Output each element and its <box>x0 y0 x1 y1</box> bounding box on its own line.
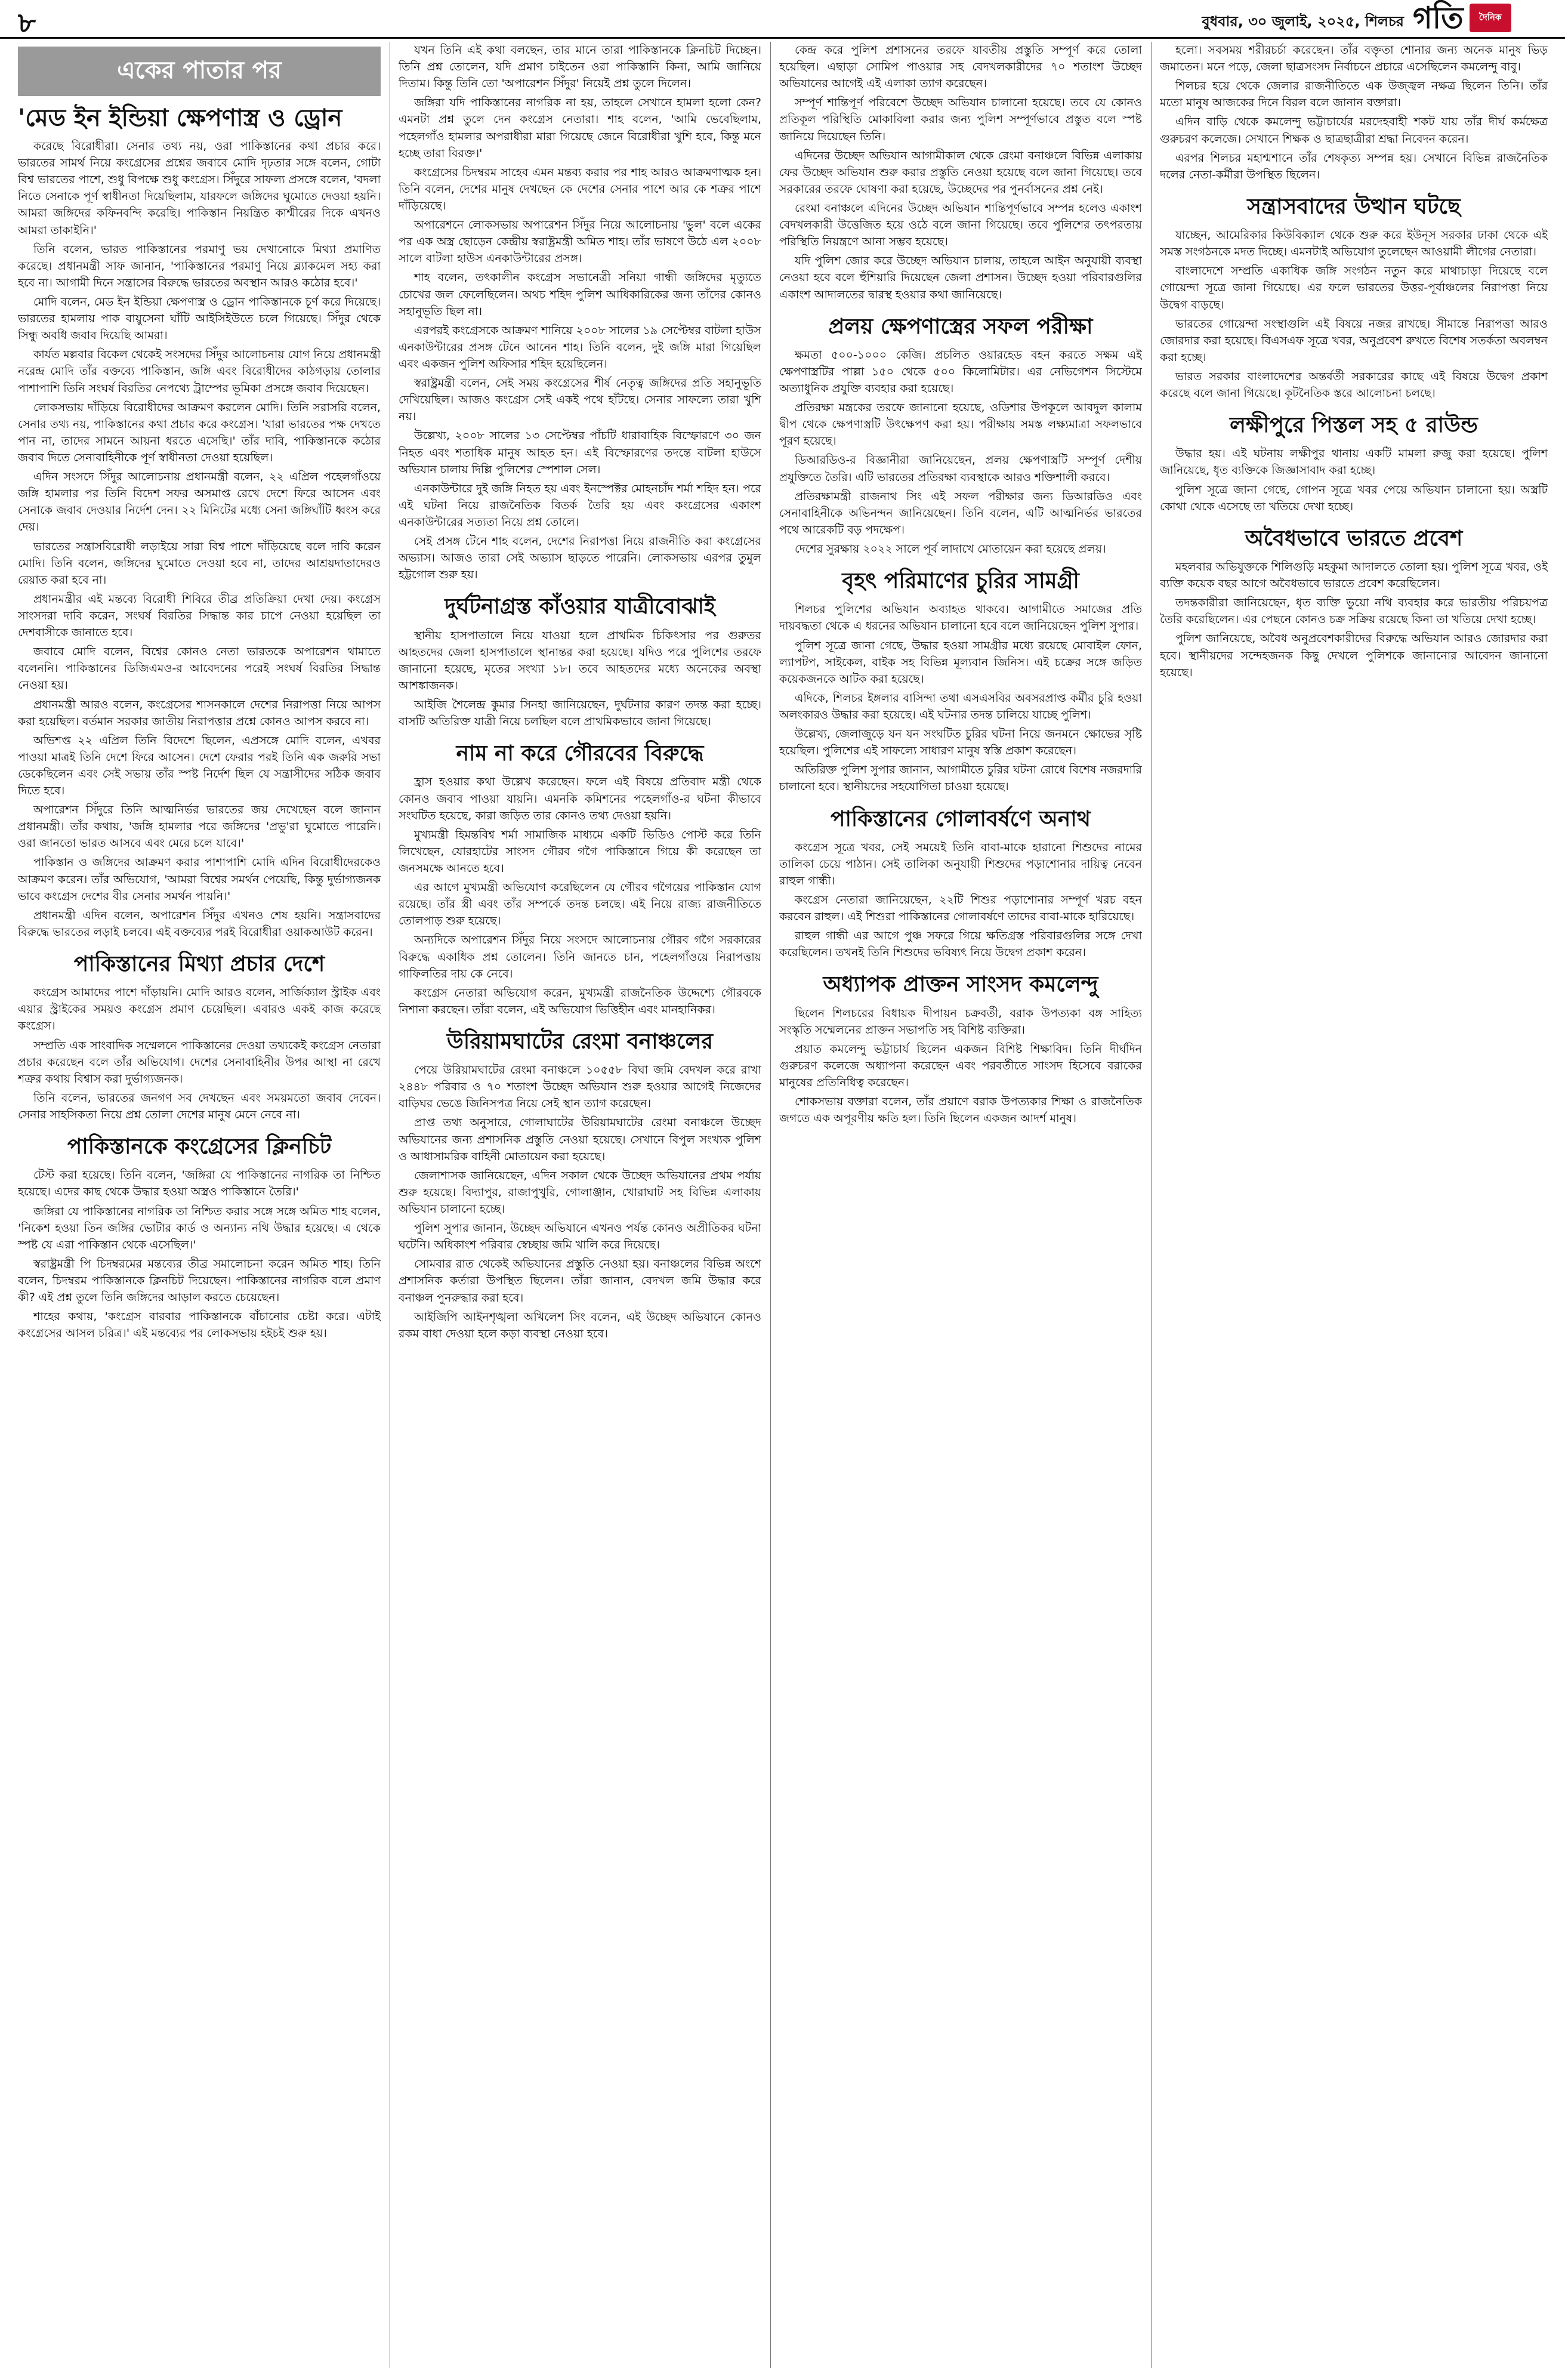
paragraph: কেন্দ্র করে পুলিশ প্রশাসনের তরফে যাবতীয় প্রস্তুতি সম্পূর্ণ করে তোলা হয়েছিল। এছাড়া সোমিপ পাওয়ার সহ বেদখলকারীদের ৭০ শতাংশ উচ্ছেদ অভিযানের আগেই এই এলাকা ত্যাগ করেছেন। <box>779 44 1142 91</box>
headline: বৃহৎ পরিমাণের চুরির সামগ্রী <box>842 568 1079 594</box>
paragraph: সম্প্রতি এক সাংবাদিক সম্মেলনে পাকিস্তানের দেওয়া তথ্যকেই কংগ্রেস নেতারা প্রচার করেছেন বলে তাঁর অভিযোগ। দেশের সেনাবাহিনীর উপর আস্থা না রেখে শত্রুর কথায় বিশ্বাস করা দুর্ভাগ্যজনক। <box>18 1038 381 1086</box>
paragraph: প্রধানমন্ত্রী আরও বলেন, কংগ্রেসের শাসনকালে দেশের নিরাপত্তা নিয়ে আপস করা হয়েছিল। বর্তমান সরকার জাতীয় নিরাপত্তার প্রশ্নে কোনও আপস করবে না। <box>18 698 381 728</box>
paragraph: আইজিপি আইনশৃঙ্খলা অখিলেশ সিং বলেন, এই উচ্ছেদ অভিযানে কোনও রকম বাধা দেওয়া হলে কড়া ব্যবস্থা নেওয়া হবে। <box>399 1310 761 1340</box>
paragraph: অন্যদিকে অপারেশন সিঁদুর নিয়ে সংসদে আলোচনায় গৌরব গগৈ সরকারের বিরুদ্ধে একাধিক প্রশ্ন তোলেন। তিনি জানতে চান, পহেলগাঁওয়ে নিরাপত্তায় গাফিলতির দায় কে নেবে। <box>399 933 761 981</box>
paragraph: মোদি বলেন, মেড ইন ইন্ডিয়া ক্ষেপণাস্ত্র ও ড্রোন পাকিস্তানকে চূর্ণ করে দিয়েছে। ভারতের হামলায় পাক বায়ুসেনা ঘাঁটি আইসিইউতে চলে গিয়েছে। সিঁদুর থেকে সিন্ধু অবধি জবাব দিয়েছি আমরা। <box>18 295 381 343</box>
column-divider <box>1151 42 1152 2368</box>
column-4 <box>1160 42 1548 2368</box>
article-body <box>1160 227 1548 402</box>
paragraph: প্রধানমন্ত্রীর এই মন্তব্যে বিরোধী শিবিরে তীব্র প্রতিক্রিয়া দেখা দেয়। কংগ্রেস সাংসদরা দাবি করেন, সংঘর্ষ বিরতির সিদ্ধান্ত কার চাপে নেওয়া হয়েছিল তা দেশবাসীকে জানাতে হবে। <box>18 592 381 640</box>
paragraph: ক্ষমতা ৫০০-১০০০ কেজি। প্রচলিত ওয়ারহেড বহন করতে সক্ষম এই ক্ষেপণাস্ত্রটির পাল্লা ১৫০ থেকে ৫০০ কিলোমিটার। এর নেভিগেশন সিস্টেমে অত্যাধুনিক প্রযুক্তি ব্যবহার করা হয়েছে। <box>779 348 1142 396</box>
paragraph: প্রতিরক্ষামন্ত্রী রাজনাথ সিং এই সফল পরীক্ষার জন্য ডিআরডিও এবং সেনাবাহিনীকে অভিনন্দন জানিয়েছেন। তিনি বলেন, এটি আত্মনির্ভর ভারতের পথে আরেকটি বড় পদক্ষেপ। <box>779 489 1142 537</box>
article-body <box>779 42 1142 303</box>
headline: পাকিস্তানের গোলাবর্ষণে অনাথ <box>831 806 1091 831</box>
paragraph: টেস্ট করা হয়েছে। তিনি বলেন, 'জঙ্গিরা যে পাকিস্তানের নাগরিক তা নিশ্চিত হয়েছে। এদের কাছ থেকে উদ্ধার হওয়া অস্ত্রও পাকিস্তানে তৈরি।' <box>18 1169 381 1199</box>
article-body <box>779 601 1142 795</box>
paragraph: এদিনের উচ্ছেদ অভিযান আগামীকাল থেকে রেংমা বনাঞ্চলে বিভিন্ন এলাকায় ফের উচ্ছেদ অভিযান শুরু করার প্রস্তুতি নেওয়া হয়েছে বলে জানা গিয়েছে। তবে সরকারের তরফে ঘোষণা করা হয়েছে, উচ্ছেদের পর পুনর্বাসনের প্রশ্ন নেই। <box>779 149 1142 196</box>
article-body <box>1160 445 1548 514</box>
paragraph: মুখ্যমন্ত্রী হিমন্তবিশ্ব শর্মা সামাজিক মাধ্যমে একটি ভিডিও পোস্ট করে তিনি লিখেছেন, যোরহাটের সাংসদ গৌরব গগৈ পাকিস্তানে গিয়ে কী করেছেন তা জনসমক্ষে আনতে হবে। <box>399 828 761 875</box>
paragraph: তিনি বলেন, ভারত পাকিস্তানের পরমাণু ভয় দেখানোকে মিথ্যা প্রমাণিত করেছে। প্রধানমন্ত্রী সাফ জানান, 'পাকিস্তানের পরমাণু নিয়ে ব্ল্যাকমেল সহ্য করা হবে না। আগামী দিনে সন্ত্রাসের বিরুদ্ধে ভারতের অবস্থান আরও কঠোর হবে।' <box>18 242 381 289</box>
paragraph: অপারেশনে লোকসভায় অপারেশন সিঁদুর নিয়ে আলোচনায় 'ভুল' বলে একের পর এক অস্ত্র ছোড়েন কেন্দ্রীয় স্বরাষ্ট্রমন্ত্রী অমিত শাহ। তাঁর ভাষণে উঠে এল ২০০৮ সালে বাটলা হাউস এনকাউন্টারের প্রসঙ্গ। <box>399 218 761 266</box>
paragraph: কংগ্রেস নেতারা অভিযোগ করেন, মুখ্যমন্ত্রী রাজনৈতিক উদ্দেশ্যে গৌরবকে নিশানা করছেন। তাঁরা বলেন, এই অভিযোগ ভিত্তিহীন এবং মানহানিকর। <box>399 986 761 1016</box>
paragraph: যদি পুলিশ জোর করে উচ্ছেদ অভিযান চালায়, তাহলে আইন অনুযায়ী ব্যবস্থা নেওয়া হবে বলে হুঁশিয়ারি দিয়েছেন জেলা প্রশাসন। উচ্ছেদ হওয়া পরিবারগুলির একাংশ আদালতের দ্বারস্থ হওয়ার কথা জানিয়েছে। <box>779 254 1142 301</box>
article-body <box>399 1062 761 1342</box>
paragraph: কংগ্রেস সূত্রে খবর, সেই সময়েই তিনি বাবা-মাকে হারানো শিশুদের নামের তালিকা চেয়ে পাঠান। সেই তালিকা অনুযায়ী শিশুদের পড়াশোনার দায়িত্ব নেবেন রাহুল গান্ধী। <box>779 840 1142 887</box>
paragraph: হ্রাস হওয়ার কথা উল্লেখ করেছেন। ফলে এই বিষয়ে প্রতিবাদ মন্ত্রী থেকে কোনও জবাব পাওয়া যায়নি। এমনকি কমিশনের পহেলগাঁও-র ঘটনা কীভাবে সংঘটিত হয়েছে, কারা জড়িত তার কোনও তথ্য দেওয়া হয়নি। <box>399 775 761 822</box>
paragraph: লোকসভায় দাঁড়িয়ে বিরোধীদের আক্রমণ করলেন মোদি। তিনি সরাসরি বলেন, সেনার তথ্য নয়, পাকিস্তানের কথা প্রচার করে কংগ্রেস। 'যারা ভারতের পক্ষ দেখতে পান না, তাদের সামনে আয়না ধরতে এসেছি।' তাঁর দাবি, পাকিস্তানকে কঠোর জবাব দিতে সেনাবাহিনীকে পূর্ণ স্বাধীনতা দেওয়া হয়েছিল। <box>18 400 381 464</box>
paragraph: বাংলাদেশে সম্প্রতি একাধিক জঙ্গি সংগঠন নতুন করে মাথাচাড়া দিয়েছে বলে গোয়েন্দা সূত্রে জানা গিয়েছে। এর ফলে ভারতের উত্তর-পূর্বাঞ্চলের নিরাপত্তা নিয়ে উদ্বেগ বাড়ছে। <box>1160 264 1548 312</box>
headline: 'মেড ইন ইন্ডিয়া ক্ষেপণাস্ত্র ও ড্রোন <box>18 104 342 132</box>
paragraph: প্রধানমন্ত্রী এদিন বলেন, অপারেশন সিঁদুর এখনও শেষ হয়নি। সন্ত্রাসবাদের বিরুদ্ধে ভারতের লড়াই চলবে। এই বক্তব্যের পরই বিরোধীরা ওয়াকআউট করেন। <box>18 908 381 939</box>
article-body <box>399 773 761 1018</box>
paragraph: এর আগে মুখ্যমন্ত্রী অভিযোগ করেছিলেন যে গৌরব গগৈয়ের পাকিস্তান যোগ রয়েছে। তাঁর স্ত্রী এবং তাঁর সম্পর্কে তদন্ত চলছে। এই নিয়ে রাজ্য রাজনীতিতে তোলপাড় শুরু হয়েছে। <box>399 881 761 928</box>
headline: অধ্যাপক প্রাক্তন সাংসদ কমলেন্দু <box>823 972 1098 997</box>
headline: নাম না করে গৌরবের বিরুদ্ধে <box>456 741 704 766</box>
paragraph: কংগ্রেস নেতারা জানিয়েছেন, ২২টি শিশুর পড়াশোনার সম্পূর্ণ খরচ বহন করবেন রাহুল। এই শিশুরা পাকিস্তানের গোলাবর্ষণে তাদের বাবা-মাকে হারিয়েছে। <box>779 893 1142 924</box>
page-number: ৮ <box>18 7 36 39</box>
paragraph: ভারত সরকার বাংলাদেশের অন্তর্বর্তী সরকারের কাছে এই বিষয়ে উদ্বেগ প্রকাশ করেছে বলে জানা গিয়েছে। কূটনৈতিক স্তরে আলোচনা চলছে। <box>1160 369 1548 400</box>
paragraph: উদ্ধার হয়। এই ঘটনায় লক্ষীপুর থানায় একটি মামলা রুজু করা হয়েছে। পুলিশ জানিয়েছে, ধৃত ব্যক্তিকে জিজ্ঞাসাবাদ করা হচ্ছে। <box>1160 447 1548 477</box>
paragraph: এনকাউন্টারে দুই জঙ্গি নিহত হয় এবং ইনস্পেক্টর মোহনচাঁদ শর্মা শহিদ হন। পরে এই ঘটনা নিয়ে রাজনৈতিক বিতর্ক তৈরি হয় এবং কংগ্রেসের একাংশ এনকাউন্টারের সত্যতা নিয়ে প্রশ্ন তোলে। <box>399 482 761 529</box>
paragraph: সোমবার রাত থেকেই অভিযানের প্রস্তুতি নেওয়া হয়। বনাঞ্চলের বিভিন্ন অংশে প্রশাসনিক কর্তারা উপস্থিত ছিলেন। তাঁরা জানান, বেদখল জমি উদ্ধার করে বনাঞ্চল পুনরুদ্ধার করা হবে। <box>399 1257 761 1305</box>
column-divider <box>770 42 771 2368</box>
article-body <box>399 627 761 730</box>
headline: অবৈধভাবে ভারতে প্রবেশ <box>1245 525 1463 551</box>
paragraph: ভারতের গোয়েন্দা সংস্থাগুলি এই বিষয়ে নজর রাখছে। সীমান্তে নিরাপত্তা আরও জোরদার করা হয়েছে। বিএসএফ সূত্রে খবর, অনুপ্রবেশ রুখতে বিশেষ সতর্কতা অবলম্বন করা হচ্ছে। <box>1160 317 1548 364</box>
column-3 <box>779 42 1142 2368</box>
paragraph: রাহুল গান্ধী এর আগে পুঞ্চ সফরে গিয়ে ক্ষতিগ্রস্ত পরিবারগুলির সঙ্গে দেখা করেছিলেন। তখনই তিনি শিশুদের ভবিষ্যৎ নিয়ে উদ্বেগ প্রকাশ করেন। <box>779 929 1142 960</box>
paragraph: যখন তিনি এই কথা বলছেন, তার মানে তারা পাকিস্তানকে ক্লিনচিট দিচ্ছেন। তিনি প্রশ্ন তোলেন, যদি প্রমাণ চাইতেন ওরা পাকিস্তানি কিনা, আমি জানিয়ে দিতাম। কিন্তু তিনি তো 'অপারেশন সিঁদুর' নিয়েই প্রশ্ন তুলে দিলেন। <box>399 44 761 91</box>
paragraph: এদিকে, শিলচর ইঙ্গলার বাসিন্দা তথা এসএসবির অবসরপ্রাপ্ত কর্মীর চুরি হওয়া অলংকারও উদ্ধার করা হয়েছে। এই ঘটনার তদন্ত চালিয়ে যাচ্ছে পুলিশ। <box>779 691 1142 722</box>
article-body <box>1160 42 1548 183</box>
paragraph: স্থানীয় হাসপাতালে নিয়ে যাওয়া হলে প্রাথমিক চিকিৎসার পর গুরুতর আহতদের জেলা হাসপাতালে স্থানান্তর করা হয়েছে। যদিও পরে পুলিশের তরফে জানানো হয়েছে, মৃতের সংখ্যা ১৮। তবে আহতদের মধ্যে অনেকের অবস্থা আশঙ্কাজনক। <box>399 628 761 692</box>
paragraph: প্রয়াত কমলেন্দু ভট্টাচার্য ছিলেন একজন বিশিষ্ট শিক্ষাবিদ। তিনি দীর্ঘদিন গুরুচরণ কলেজে অধ্যাপনা করেছেন এবং পরবর্তীতে সাংসদ হিসেবে বরাকের মানুষের প্রতিনিধিত্ব করেছেন। <box>779 1042 1142 1090</box>
paragraph: সেই প্রসঙ্গ টেনে শাহ বলেন, দেশের নিরাপত্তা নিয়ে রাজনীতি করা কংগ্রেসের অভ্যাস। আজও তারা সেই অভ্যাস ছাড়তে পারেনি। লোকসভায় এরপর তুমুল হট্টগোল শুরু হয়। <box>399 535 761 582</box>
section-banner: একের পাতার পর <box>18 47 381 96</box>
paragraph: তদন্তকারীরা জানিয়েছেন, ধৃত ব্যক্তি ভুয়ো নথি ব্যবহার করে ভারতীয় পরিচয়পত্র তৈরি করেছিলেন। এর পেছনে কোনও চক্র সক্রিয় রয়েছে কিনা তা খতিয়ে দেখা হচ্ছে। <box>1160 596 1548 627</box>
paragraph: এরপরই কংগ্রেসকে আক্রমণ শানিয়ে ২০০৮ সালের ১৯ সেপ্টেম্বর বাটলা হাউস এনকাউন্টারের প্রসঙ্গ টেনে আনেন শাহ। তিনি বলেন, দুই জঙ্গি মারা গিয়েছিল এবং একজন পুলিশ অফিসার শহিদ হয়েছিলেন। <box>399 323 761 371</box>
paragraph: তিনি বলেন, ভারতের জনগণ সব দেখছেন এবং সময়মতো জবাব দেবেন। সেনার সাহসিকতা নিয়ে প্রশ্ন তোলা দেশের মানুষ মেনে নেবে না। <box>18 1091 381 1121</box>
paragraph: কংগ্রেস আমাদের পাশে দাঁড়ায়নি। মোদি আরও বলেন, সার্জিক্যাল স্ট্রাইক এবং এয়ার স্ট্রাইকের সময়ও কংগ্রেস প্রমাণ চেয়েছিল। এবারও একই কাজ করেছে কংগ্রেস। <box>18 986 381 1033</box>
paragraph: অতিরিক্ত পুলিশ সুপার জানান, আগামীতে চুরির ঘটনা রোধে বিশেষ নজরদারি চালানো হবে। স্থানীয়দের সহযোগিতা চাওয়া হয়েছে। <box>779 763 1142 794</box>
article-body <box>18 138 381 941</box>
paragraph: সম্পূর্ণ শান্তিপূর্ণ পরিবেশে উচ্ছেদ অভিযান চালানো হয়েছে। তবে যে কোনও প্রতিকূল পরিস্থিতি মোকাবিলা করার জন্য পুলিশ সম্পূর্ণভাবে প্রস্তুত বলে স্পষ্ট জানিয়ে দিয়েছেন তিনি। <box>779 96 1142 143</box>
paragraph: দেশের সুরক্ষায় ২০২২ সালে পূর্ব লাদাখে মোতায়েন করা হয়েছে প্রলয়। <box>795 542 1106 556</box>
headline: প্রলয় ক্ষেপণাস্ত্রের সফল পরীক্ষা <box>828 313 1093 339</box>
logo-badge: দৈনিক <box>1470 4 1511 32</box>
paragraph: অপারেশন সিঁদুরে তিনি আত্মনির্ভর ভারতের জয় দেখেছেন বলে জানান প্রধানমন্ত্রী। তাঁর কথায়, 'জঙ্গি হামলার পরে জঙ্গিদের 'প্রভু'রা ঘুমোতে পারেনি। ওরা জানতো ভারত আসবে এবং মেরে চলে যাবে।' <box>18 803 381 850</box>
paragraph: কংগ্রেসের চিদম্বরম সাহেব এমন মন্তব্য করার পর শাহ আরও আক্রমণাত্মক হন। তিনি বলেন, দেশের মানুষ দেখছেন কে দেশের সেনার পাশে আর কে শত্রুর পাশে দাঁড়িয়েছে। <box>399 165 761 212</box>
column-1 <box>18 42 381 2368</box>
paragraph: রেংমা বনাঞ্চলে এদিনের উচ্ছেদ অভিযান শান্তিপূর্ণভাবে সম্পন্ন হলেও একাংশ বেদখলকারী উত্তেজিত হয়ে ওঠে বলে জানা গিয়েছে। তবে পুলিশের তৎপরতায় পরিস্থিতি নিয়ন্ত্রণে আনা সম্ভব হয়েছে। <box>779 201 1142 249</box>
paragraph: এদিন বাড়ি থেকে কমলেন্দু ভট্টাচার্যের মরদেহবাহী শকট যায় তাঁর দীর্ঘ কর্মক্ষেত্র গুরুচরণ কলেজে। সেখানে শিক্ষক ও ছাত্রছাত্রীরা শ্রদ্ধা নিবেদন করেন। <box>1160 115 1548 146</box>
masthead-logo <box>1413 0 1547 36</box>
article-body <box>18 984 381 1123</box>
article-body <box>779 839 1142 961</box>
article-body <box>399 42 761 583</box>
paragraph: ভারতের সন্ত্রাসবিরোধী লড়াইয়ে সারা বিশ্ব পাশে দাঁড়িয়েছে বলে দাবি করেন মোদি। তিনি বলেন, জঙ্গিদের ঘুমোতে দেওয়া হবে না, তাদের আশ্রয়দাতাদেরও রেয়াত করা হবে না। <box>18 539 381 587</box>
paragraph: মহলবার অভিযুক্তকে শিলিগুড়ি মহকুমা আদালতে তোলা হয়। পুলিশ সূত্রে খবর, ওই ব্যক্তি কয়েক বছর আগে অবৈধভাবে ভারতে প্রবেশ করেছিলেন। <box>1160 560 1548 591</box>
paragraph: স্বরাষ্ট্রমন্ত্রী পি চিদম্বরমের মন্তব্যের তীব্র সমালোচনা করেন অমিত শাহ। তিনি বলেন, চিদম্বরম পাকিস্তানকে ক্লিনচিট দিয়েছেন। পাকিস্তানের নাগরিক বলে প্রমাণ কী? এই প্রশ্ন তুলে তিনি জঙ্গিদের আড়াল করতে চেয়েছেন। <box>18 1257 381 1305</box>
paragraph: জেলাশাসক জানিয়েছেন, এদিন সকাল থেকে উচ্ছেদ অভিযানের প্রথম পর্যায় শুরু হয়েছে। বিদ্যাপুর, রাজাপুখুরি, গোলাঞ্জান, খোরাঘাট সহ বিভিন্ন এলাকায় অভিযান চালানো হচ্ছে। <box>399 1169 761 1216</box>
headline: সন্ত্রাসবাদের উত্থান ঘটছে <box>1247 193 1461 219</box>
paragraph: জঙ্গিরা যদি পাকিস্তানের নাগরিক না হয়, তাহলে সেখানে হামলা হলো কেন? এমনটা প্রশ্ন তুলে দেন কংগ্রেস নেতারা। শাহ বলেন, 'আমি ভেবেছিলাম, পহেলগাঁও হামলার অপরাধীরা মারা গিয়েছে জেনে বিরোধীরা খুশি হবে, কিন্তু মনে হচ্ছে তারা বিরক্ত।' <box>399 96 761 160</box>
paragraph: শাহের কথায়, 'কংগ্রেস বারবার পাকিস্তানকে বাঁচানোর চেষ্টা করে। এটাই কংগ্রেসের আসল চরিত্র।' এই মন্তব্যের পর লোকসভায় হইচই শুরু হয়। <box>18 1310 381 1340</box>
paragraph: আইজি শৈলেন্দ্র কুমার সিনহা জানিয়েছেন, দুর্ঘটনার কারণ তদন্ত করা হচ্ছে। বাসটি অতিরিক্ত যাত্রী নিয়ে চলছিল বলে প্রাথমিকভাবে জানা গিয়েছে। <box>399 698 761 729</box>
headline: পাকিস্তানের মিথ্যা প্রচার দেশে <box>73 951 325 977</box>
paragraph: পুলিশ সূত্রে জানা গেছে, উদ্ধার হওয়া সামগ্রীর মধ্যে রয়েছে মোবাইল ফোন, ল্যাপটপ, সাইকেল, বাইক সহ বিভিন্ন মূল্যবান জিনিস। এই চক্রের সঙ্গে জড়িত কয়েকজনকে আটক করা হয়েছে। <box>779 639 1142 686</box>
paragraph: জঙ্গিরা যে পাকিস্তানের নাগরিক তা নিশ্চিত করার সঙ্গে সঙ্গে অমিত শাহ বলেন, 'নিকেশ হওয়া তিন জঙ্গির ভোটার কার্ড ও অন্যান্য নথি উদ্ধার হয়েছে। এ থেকে স্পষ্ট যে এরা পাকিস্তান থেকে এসেছিল।' <box>18 1204 381 1251</box>
logo-wordmark: গতি <box>1413 0 1464 35</box>
article-body <box>779 347 1142 557</box>
paragraph: এদিন সংসদে সিঁদুর আলোচনায় প্রধানমন্ত্রী বলেন, ২২ এপ্রিল পহেলগাঁওয়ে জঙ্গি হামলার পর তিনি বিদেশ সফর অসমাপ্ত রেখে দেশে ফিরে আসেন এবং সেনাকে জবাব দেওয়ার নির্দেশ দেন। ২২ মিনিটের মধ্যে সেনা জঙ্গিঘাঁটি ধ্বংস করে দেয়। <box>18 470 381 534</box>
paragraph: শিলচর হয়ে থেকে জেলার রাজনীতিতে এক উজ্জ্বল নক্ষত্র ছিলেন তিনি। তাঁর মতো মানুষ আজকের দিনে বিরল বলে জানান বক্তারা। <box>1160 79 1548 110</box>
article-body <box>18 1167 381 1342</box>
paragraph: ছিলেন শিলচরের বিধায়ক দীপায়ন চক্রবর্তী, বরাক উপত্যকা বঙ্গ সাহিত্য সংস্কৃতি সম্মেলনের প্রাক্তন সভাপতি সহ বিশিষ্ট ব্যক্তিরা। <box>779 1006 1142 1037</box>
paragraph: করেছে বিরোধীরা। সেনার তথ্য নয়, ওরা পাকিস্তানের কথা প্রচার করে। ভারতের সামর্থ নিয়ে কংগ্রেসের প্রশ্নের জবাবে মোদি দৃঢ়তার সঙ্গে বলেন, গোটা বিশ্ব ভারতের পাশে, শুধু বিপক্ষে শুধু কংগ্রেস। সিঁদুরে সাফল্য প্রসঙ্গে বলেন, 'বদলা নিতে সেনাকে পূর্ণ স্বাধীনতা দিয়েছিলাম, যারফলে জঙ্গিদের ঘুমোতে দেওয়া হয়নি। আমরা জঙ্গিদের কফিনবন্দি করেছি। পাকিস্তান নিয়ন্ত্রিত কাশ্মীরের দিকে এখনও আমরা তাকাইনি।' <box>18 140 381 237</box>
paragraph: ডিআরডিও-র বিজ্ঞানীরা জানিয়েছেন, প্রলয় ক্ষেপণাস্ত্রটি সম্পূর্ণ দেশীয় প্রযুক্তিতে তৈরি। এটি ভারতের প্রতিরক্ষা ব্যবস্থাকে আরও শক্তিশালী করবে। <box>779 454 1142 484</box>
headline: উরিয়ামঘাটের রেংমা বনাঞ্চলের <box>446 1028 714 1054</box>
paragraph: এরপর শিলচর মহাশ্মশানে তাঁর শেষকৃত্য সম্পন্ন হয়। সেখানে বিভিন্ন রাজনৈতিক দলের নেতা-কর্মীরা উপস্থিত ছিলেন। <box>1160 151 1548 181</box>
paragraph: হলো। সবসময় শরীরচর্চা করেছেন। তাঁর বক্তৃতা শোনার জন্য অনেক মানুষ ভিড় জমাতেন। মনে পড়ে, জেলা ছাত্রসংসদ নির্বাচনে প্রচারে এসেছিলেন কমলেন্দু বাবু। <box>1160 44 1548 74</box>
paragraph: যাচ্ছেন, আমেরিকার কিউবিক্যাল থেকে শুরু করে ইউনূস সরকার ঢাকা থেকে এই সমস্ত সংগঠনকে মদত দিচ্ছে। এমনটাই অভিযোগ তুলেছেন আওয়ামী লীগের নেতারা। <box>1160 229 1548 259</box>
paragraph: শিলচর পুলিশের অভিযান অব্যাহত থাকবে। আগামীতে সমাজের প্রতি দায়বদ্ধতা থেকে এ ধরনের অভিযান চালানো হবে বলে জানিয়েছেন পুলিশ সুপার। <box>779 603 1142 633</box>
dateline: বুধবার, ৩০ জুলাই, ২০২৫, শিলচর <box>1202 13 1404 30</box>
headline: লক্ষীপুরে পিস্তল সহ ৫ রাউন্ড <box>1230 412 1478 438</box>
paragraph: পুলিশ সুপার জানান, উচ্ছেদ অভিযানে এখনও পর্যন্ত কোনও অপ্রীতিকর ঘটনা ঘটেনি। অধিকাংশ পরিবার স্বেচ্ছায় জমি খালি করে দিয়েছে। <box>399 1222 761 1252</box>
article-body <box>1160 559 1548 681</box>
headline: দুর্ঘটনাগ্রস্ত কাঁওয়ার যাত্রীবোঝাই <box>445 594 715 619</box>
paragraph: উল্লেখ্য, ২০০৮ সালের ১৩ সেপ্টেম্বর পাঁচটি ধারাবাহিক বিস্ফোরণে ৩০ জন নিহত এবং শতাধিক মানুষ আহত হন। এই বিস্ফোরণের তদন্তে বাটলা হাউসে অভিযান চালায় দিল্লি পুলিশের স্পেশাল সেল। <box>399 429 761 476</box>
paragraph: শাহ বলেন, তৎকালীন কংগ্রেস সভানেত্রী সনিয়া গান্ধী জঙ্গিদের মৃত্যুতে চোখের জল ফেলেছিলেন। অথচ শহিদ পুলিশ আধিকারিকের জন্য তাঁদের কোনও সহানুভূতি ছিল না। <box>399 271 761 318</box>
article-body <box>779 1005 1142 1127</box>
paragraph: পাকিস্তান ও জঙ্গিদের আক্রমণ করার পাশাপাশি মোদি এদিন বিরোধীদেরকেও আক্রমণ করেন। তাঁর অভিযোগ, 'আমরা বিশ্বের সমর্থন পেয়েছি, কিন্তু দুর্ভাগ্যজনক ভাবে কংগ্রেস দেশের বীর সেনার সমর্থন পায়নি।' <box>18 856 381 903</box>
paragraph: পুলিশ জানিয়েছে, অবৈধ অনুপ্রবেশকারীদের বিরুদ্ধে অভিযান আরও জোরদার করা হবে। স্থানীয়দের সন্দেহজনক কিছু দেখলে পুলিশকে জানানোর আবেদন জানানো হয়েছে। <box>1160 632 1548 679</box>
paragraph: প্রাপ্ত তথ্য অনুসারে, গোলাঘাটের উরিয়ামঘাটের রেংমা বনাঞ্চলে উচ্ছেদ অভিযানের জন্য প্রশাসনিক প্রস্তুতি নেওয়া হয়েছে। সেখানে বিপুল সংখ্যক পুলিশ ও আধাসামরিক বাহিনী মোতায়েন করা হয়েছে। <box>399 1116 761 1163</box>
paragraph: অভিশপ্ত ২২ এপ্রিল তিনি বিদেশে ছিলেন, এপ্রসঙ্গে মোদি বলেন, এখবর পাওয়া মাত্রই তিনি দেশে ফিরে আসেন। দেশে ফেরার পরই তিনি এক জরুরি সভা ডেকেছিলেন এবং সেই সভায় তাঁর স্পষ্ট নির্দেশ ছিল যে সন্ত্রাসীদের সঠিক জবাব দিতে হবে। <box>18 733 381 798</box>
page-header <box>0 0 1565 39</box>
headline: পাকিস্তানকে কংগ্রেসের ক্লিনচিট <box>67 1134 332 1160</box>
paragraph: উল্লেখ্য, জেলাজুড়ে যন যন সংঘটিত চুরির ঘটনা নিয়ে জনমনে ক্ষোভের সৃষ্টি হয়েছিল। পুলিশের এই সাফল্যে সাধারণ মানুষ স্বস্তি প্রকাশ করেছেন। <box>779 727 1142 758</box>
paragraph: জবাবে মোদি বলেন, বিশ্বের কোনও নেতা ভারতকে অপারেশন থামাতে বলেননি। পাকিস্তানের ডিজিএমও-র আবেদনের পরেই সংঘর্ষ বিরতির সিদ্ধান্ত নেওয়া হয়। <box>18 645 381 692</box>
paragraph: স্বরাষ্ট্রমন্ত্রী বলেন, সেই সময় কংগ্রেসের শীর্ষ নেতৃত্ব জঙ্গিদের প্রতি সহানুভূতি দেখিয়েছিল। আজও কংগ্রেস সেই একই পথে হাঁটছে। সেনার সাফল্যে তারা খুশি নয়। <box>399 377 761 424</box>
paragraph: পুলিশ সূত্রে জানা গেছে, গোপন সূত্রে খবর পেয়ে অভিযান চালানো হয়। অস্ত্রটি কোথা থেকে এসেছে তা খতিয়ে দেখা হচ্ছে। <box>1160 483 1548 513</box>
paragraph: প্রতিরক্ষা মন্ত্রকের তরফে জানানো হয়েছে, ওডিশার উপকূলে আবদুল কালাম দ্বীপ থেকে ক্ষেপণাস্ত্রটি উৎক্ষেপণ করা হয়। পরীক্ষায় সমস্ত লক্ষ্যমাত্রা সফলভাবে পূরণ হয়েছে। <box>779 401 1142 448</box>
column-2 <box>399 42 761 2368</box>
paragraph: শোকসভায় বক্তারা বলেন, তাঁর প্রয়াণে বরাক উপত্যকার শিক্ষা ও রাজনৈতিক জগতে এক অপূরণীয় ক্ষতি হল। তিনি ছিলেন একজন আদর্শ মানুষ। <box>779 1095 1142 1126</box>
paragraph: পেয়ে উরিয়ামঘাটের রেংমা বনাঞ্চলে ১০৫৫৮ বিঘা জমি বেদখল করে রাখা ২৪৪৮ পরিবার ও ৭০ শতাংশ উচ্ছেদ অভিযান শুরু হওয়ার আগেই নিজেদের বাড়িঘর ভেঙে জিনিসপত্র নিয়ে সেই স্থান ত্যাগ করেছেন। <box>399 1063 761 1111</box>
paragraph: কার্যত মল্লবার বিকেল থেকেই সংসদের সিঁদুর আলোচনায় যোগ নিয়ে প্রধানমন্ত্রী নরেন্দ্র মোদি তাঁর বক্তব্যে পাকিস্তান, জঙ্গি এবং বিরোধীদের কাঠগড়ায় তোলার পাশাপাশি তিনি সংঘর্ষ বিরতির নেপথ্যে ট্রাম্পের ভূমিকা প্রসঙ্গে জবাব দিয়েছেন। <box>18 348 381 395</box>
